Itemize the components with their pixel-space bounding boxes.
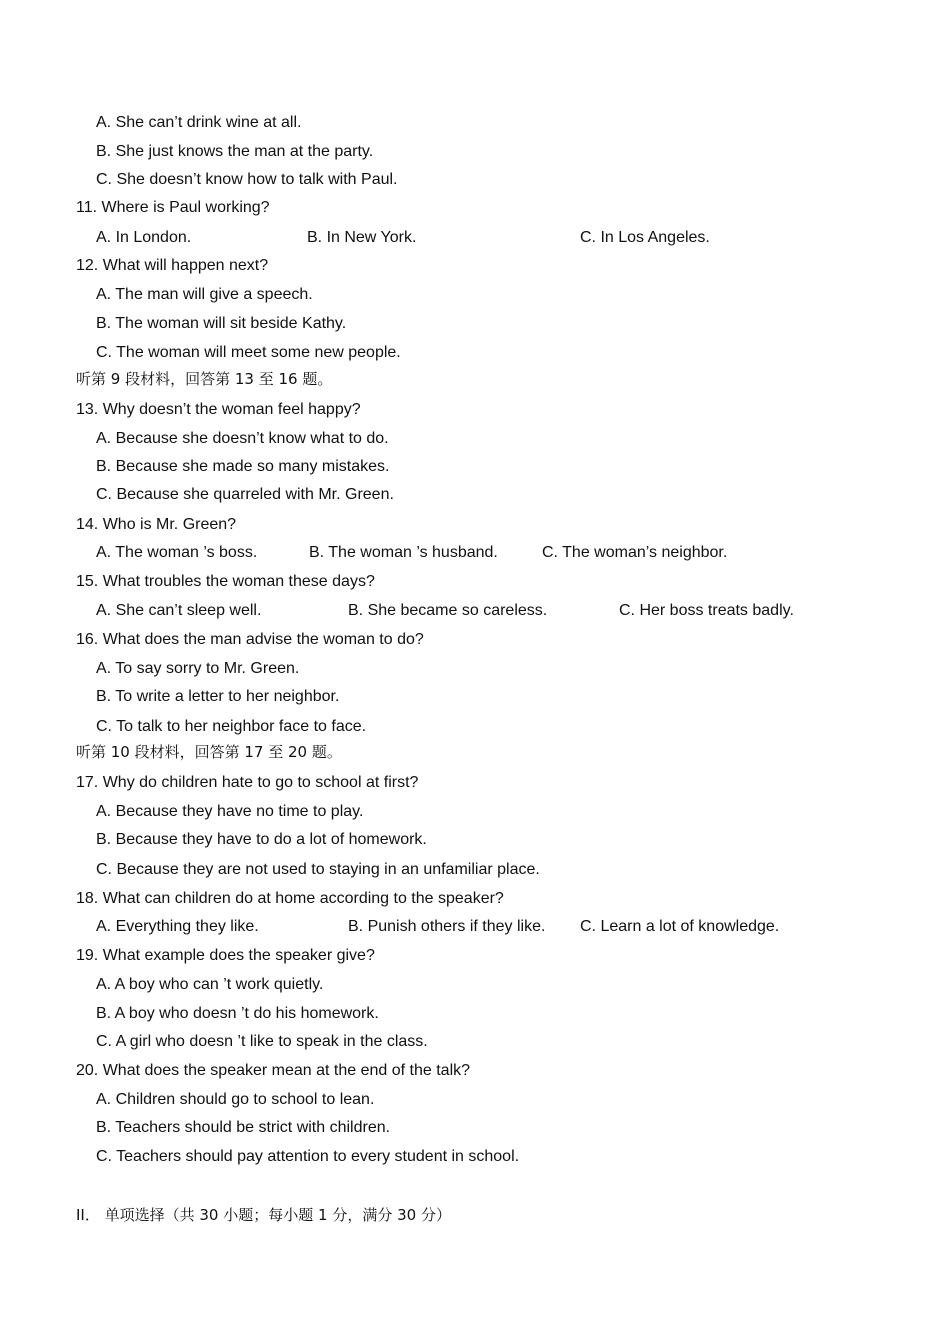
- q14-option-a: A. The woman ’s boss.: [96, 544, 258, 561]
- q20-option-a: A. Children should go to school to lean.: [96, 1091, 375, 1108]
- q19-option-c: C. A girl who doesn ’t like to speak in the class.: [96, 1033, 428, 1050]
- q15-option-a: A. She can’t sleep well.: [96, 602, 262, 619]
- q17-question: 17. Why do children hate to go to school at first?: [76, 774, 419, 791]
- q20-question: 20. What does the speaker mean at the end of the talk?: [76, 1062, 471, 1079]
- q19-question: 19. What example does the speaker give?: [76, 947, 375, 964]
- q19-option-b: B. A boy who doesn ’t do his homework.: [96, 1005, 379, 1022]
- q18-option-a: A. Everything they like.: [96, 918, 259, 935]
- q16-option-c: C. To talk to her neighbor face to face.: [96, 718, 367, 735]
- q16-question: 16. What does the man advise the woman to do?: [76, 631, 424, 648]
- q15-question: 15. What troubles the woman these days?: [76, 573, 375, 590]
- q14-option-c: C. The woman’s neighbor.: [542, 544, 728, 561]
- q12-option-c: C. The woman will meet some new people.: [96, 344, 401, 361]
- q17-option-c: C. Because they are not used to staying in an unfamiliar place.: [96, 861, 540, 878]
- q12-option-b: B. The woman will sit beside Kathy.: [96, 315, 347, 332]
- q13-question: 13. Why doesn’t the woman feel happy?: [76, 401, 361, 418]
- q10-option-a: A. She can’t drink wine at all.: [96, 114, 302, 131]
- q12-question: 12. What will happen next?: [76, 257, 269, 274]
- q19-option-a: A. A boy who can ’t work quietly.: [96, 976, 324, 993]
- q10-option-b: B. She just knows the man at the party.: [96, 143, 374, 160]
- q17-option-a: A. Because they have no time to play.: [96, 803, 364, 820]
- q18-option-c: C. Learn a lot of knowledge.: [580, 918, 780, 935]
- q15-option-c: C. Her boss treats badly.: [619, 602, 794, 619]
- q11-option-b: B. In New York.: [307, 229, 417, 246]
- q14-question: 14. Who is Mr. Green?: [76, 516, 237, 533]
- q17-option-b: B. Because they have to do a lot of homework.: [96, 831, 427, 848]
- q18-question: 18. What can children do at home according to the speaker?: [76, 890, 504, 907]
- section-10-instruction: 听第 10 段材料，回答第 17 至 20 题。: [76, 743, 342, 761]
- q16-option-b: B. To write a letter to her neighbor.: [96, 688, 340, 705]
- q20-option-b: B. Teachers should be strict with children.: [96, 1119, 391, 1136]
- q11-question: 11. Where is Paul working?: [76, 199, 270, 216]
- part-2-heading: II． 单项选择（共 30 小题；每小题 1 分，满分 30 分）: [76, 1206, 451, 1224]
- q16-option-a: A. To say sorry to Mr. Green.: [96, 660, 300, 677]
- q14-option-b: B. The woman ’s husband.: [309, 544, 498, 561]
- q10-option-c: C. She doesn’t know how to talk with Paul.: [96, 171, 398, 188]
- q13-option-b: B. Because she made so many mistakes.: [96, 458, 390, 475]
- q11-option-c: C. In Los Angeles.: [580, 229, 710, 246]
- q11-option-a: A. In London.: [96, 229, 192, 246]
- q20-option-c: C. Teachers should pay attention to every student in school.: [96, 1148, 520, 1165]
- q18-option-b: B. Punish others if they like.: [348, 918, 546, 935]
- q12-option-a: A. The man will give a speech.: [96, 286, 313, 303]
- section-9-instruction: 听第 9 段材料，回答第 13 至 16 题。: [76, 370, 333, 388]
- q13-option-c: C. Because she quarreled with Mr. Green.: [96, 486, 394, 503]
- q15-option-b: B. She became so careless.: [348, 602, 548, 619]
- q13-option-a: A. Because she doesn’t know what to do.: [96, 430, 389, 447]
